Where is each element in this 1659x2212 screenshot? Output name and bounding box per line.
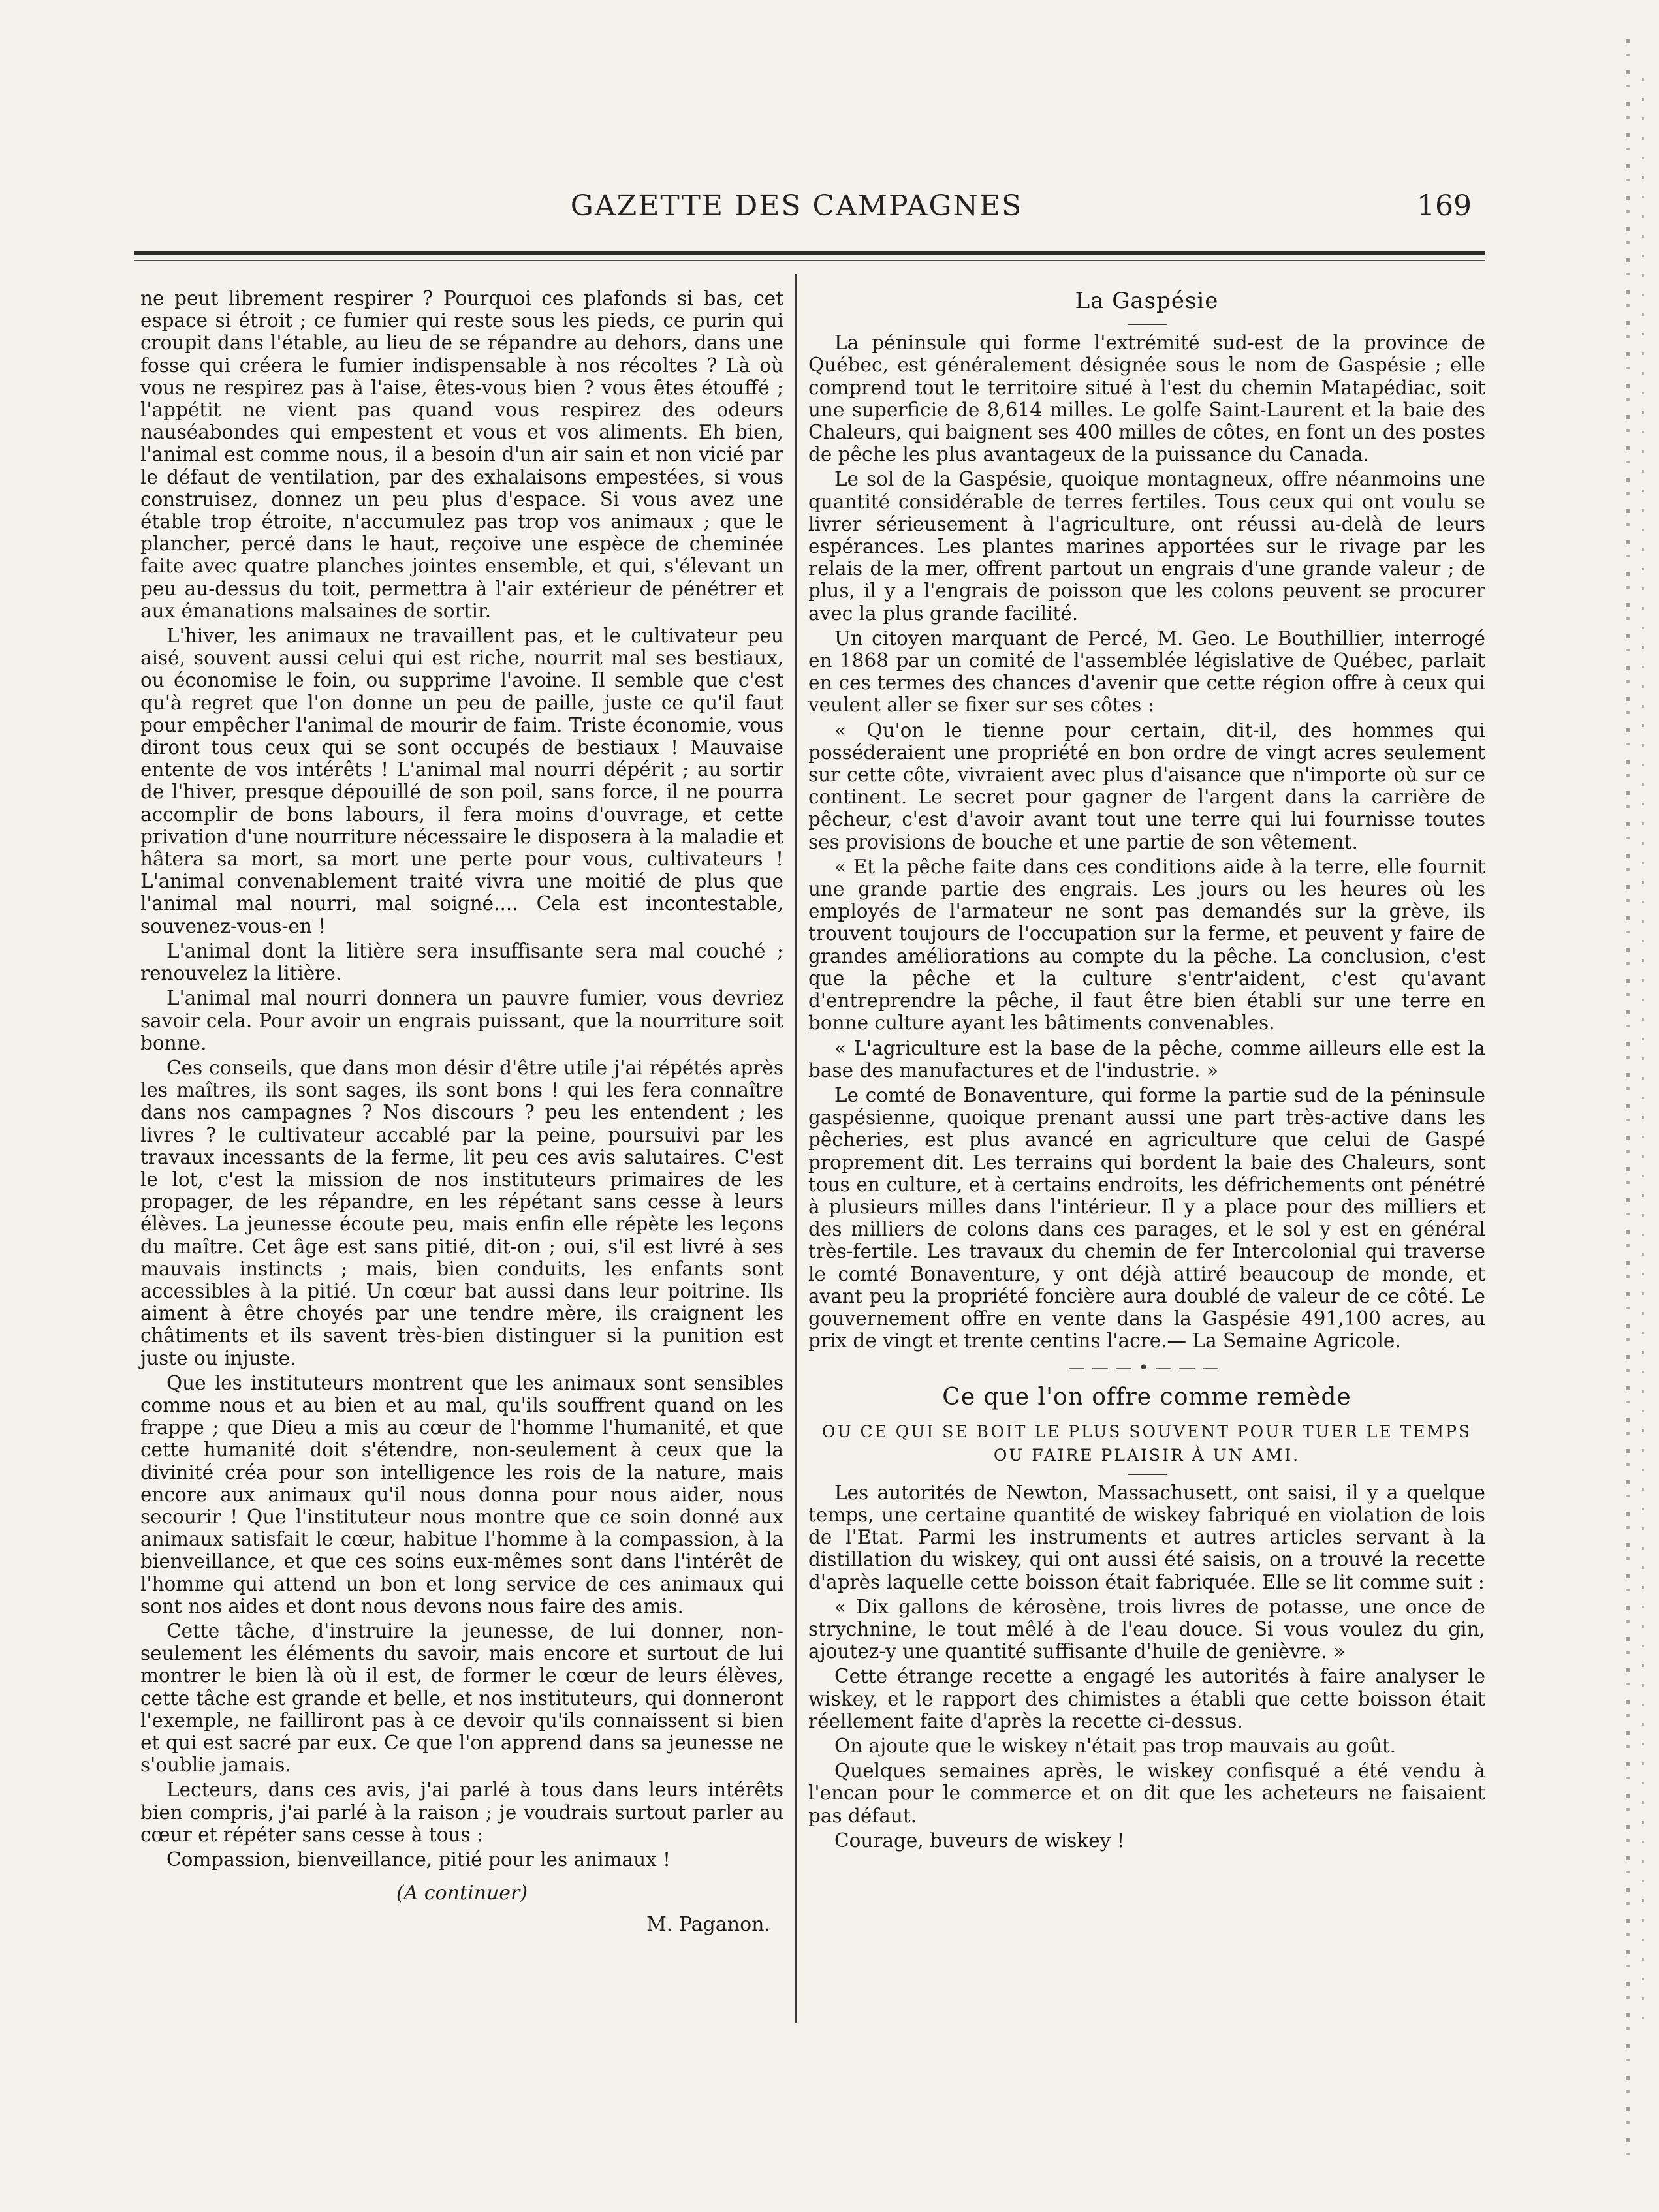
right-paragraph: Le sol de la Gaspésie, quoique montagneux, offre néanmoins une quantité considérable de terres fertiles. Tous ceux qui ont voulu se livrer sérieusement à l'agriculture, ont réussi au-delà de leurs espérances. Les plantes marines apportées sur le rivage par les relais de la mer, offrent partout un engrais d'une grande valeur ; de plus, il y a l'engrais de poisson que les colons peuvent se procurer avec la plus grande facilité. — [808, 468, 1485, 625]
right-column — [808, 287, 1485, 1854]
left-paragraph: Ces conseils, que dans mon désir d'être utile j'ai répétés après les maîtres, ils sont sages, ils sont bons ! qui les fera connaître dans nos campagnes ? Nos discours ? peu les entendent ; les livres ? le cultivateur accablé par la peine, poursuivi par les travaux incessants de la ferme, lit peu ces avis salutaires. C'est le lot, c'est la mission de nos instituteurs primaires de les propager, de les répandre, en les répétant sans cesse à leurs élèves. La jeunesse écoute peu, mais enfin elle répète les leçons du maître. Cet âge est sans pitié, dit-on ; oui, s'il est livré à ses mauvais instincts ; mais, bien conduits, les enfants sont accessibles à la pitié. Un cœur bat aussi dans leur poitrine. Ils aiment à être choyés par une tendre mère, ils craignent les châtiments et ils savent très-bien distinguer si la punition est juste ou injuste. — [140, 1056, 783, 1369]
left-paragraph: Que les instituteurs montrent que les animaux sont sensibles comme nous et au bien et au mal, qu'ils souffrent quand on les frappe ; que Dieu a mis au cœur de l'homme l'humanité, et que cette humanité doit s'étendre, non-seulement à ceux que la divinité créa pour son intelligence les rois de la nature, mais encore aux animaux qu'il nous donna pour nous aider, nous secourir ! Que l'instituteur nous montre que ce soin donné aux animaux satisfait le cœur, habitue l'homme à la compassion, à la bienveillance, et que ces soins eux-mêmes sont dans l'intérêt de l'homme qui attend un bon et long service de ces animaux qui sont nos aides et dont nous devons nous faire des amis. — [140, 1371, 783, 1617]
page-header-title: GAZETTE DES CAMPAGNES — [570, 189, 1023, 223]
right-paragraph: Courage, buveurs de wiskey ! — [834, 1829, 1125, 1852]
right-paragraph: « Dix gallons de kérosène, trois livres de potasse, une once de strychnine, le tout mêlé à de l'eau douce. Si vous voulez du gin, ajoutez-y une quantité suffisante d'huile de genièvre. » — [808, 1595, 1485, 1663]
right-paragraph: On ajoute que le wiskey n'était pas trop mauvais au goût. — [834, 1734, 1397, 1757]
right-paragraph: Cette étrange recette a engagé les autorités à faire analyser le wiskey, et le rapport des chimistes a établi que cette boisson était réellement faite d'après la recette ci-dessus. — [808, 1665, 1485, 1732]
right-paragraph: Les autorités de Newton, Massachusett, ont saisi, il y a quelque temps, une certaine quantité de wiskey fabriqué en violation de lois de l'Etat. Parmi les instruments et autres articles servant à la distillation du wiskey, qui ont aussi été saisis, on a trouvé la recette d'après laquelle cette boisson était fabriquée. Elle se lit comme suit : — [808, 1481, 1485, 1593]
scan-edge-streak — [1642, 78, 1644, 2036]
section-title-gaspesie: La Gaspésie — [1075, 288, 1219, 314]
right-paragraph: « Qu'on le tienne pour certain, dit-il, des hommes qui posséderaient une propriété en bon ordre de vingt acres seulement sur cette côte, vivraient avec plus d'aisance que n'importe où sur ce continent. Le secret pour gagner de l'argent dans la carrière de pêcheur, c'est d'avoir avant tout une terre qui lui fournisse toutes ses provisions de bouche et une partie de son vêtement. — [808, 719, 1485, 853]
right-paragraph: « Et la pêche faite dans ces conditions aide à la terre, elle fournit une grande partie des engrais. Les jours ou les heures où les employés de l'armateur ne sont pas demandés sur la grève, ils trouvent toujours de l'occupation sur la ferme, et peuvent y faire de grandes améliorations au compte du la pêche. La conclusion, c'est que la pêche et la culture s'entr'aident, c'est qu'avant d'entreprendre la pêche, il faut être bien établi sur une terre en bonne culture ayant les bâtiments convenables. — [808, 855, 1485, 1035]
scan-edge-streak — [1626, 39, 1630, 2167]
title-rule — [1128, 324, 1167, 325]
author-signature: M. Paganon. — [646, 1913, 770, 1937]
right-paragraph: Un citoyen marquant de Percé, M. Geo. Le Bouthillier, interrogé en 1868 par un comité de l'assemblée législative de Québec, parlait en ces termes des chances d'avenir que cette région offre à ceux qui veulent aller se fixer sur ses côtes : — [808, 627, 1485, 717]
section-separator-ornament: ———•——— — [1067, 1358, 1226, 1379]
left-paragraph: L'animal mal nourri donnera un pauvre fumier, vous devriez savoir cela. Pour avoir un engrais puissant, que la nourriture soit bonne. — [140, 987, 783, 1054]
left-paragraph: ne peut librement respirer ? Pourquoi ces plafonds si bas, cet espace si étroit ; ce fumier qui reste sous les pieds, ce purin qui croupit dans l'étable, au lieu de se répandre au dehors, dans une fosse qui créera le fumier indispensable à nos récoltes ? Là où vous ne respirez pas à l'aise, êtes-vous bien ? vous êtes étouffé ; l'appétit ne vient pas quand vous respirez des odeurs nauséabondes qui empestent et vous et vos aliments. Eh bien, l'animal est comme nous, il a besoin d'un air sain et non vicié par le défaut de ventilation, par des exhalaisons empestées, si vous construisez, donnez un peu plus d'espace. Si vous avez une étable trop étroite, n'accumulez pas trop vos animaux ; que le plancher, percé dans le haut, reçoive une espèce de cheminée faite avec quatre planches jointes ensemble, et qui, s'élevant un peu au-dessus du toit, permettra à l'air extérieur de pénétrer et aux émanations malsaines de sortir. — [140, 287, 783, 622]
continuation-note: (A continuer) — [396, 1882, 528, 1905]
right-paragraph: Le comté de Bonaventure, qui forme la partie sud de la péninsule gaspésienne, quoique prenant aussi une part très-active dans les pêcheries, est plus avancé en agriculture que celui de Gaspé proprement dit. Les terrains qui bordent la baie des Chaleurs, sont tous en culture, et à certains endroits, les défrichements ont pénétré à plusieurs milles dans l'intérieur. Il y a place pour des milliers et des milliers de colons dans ces parages, et le sol y est en général très-fertile. Les travaux du chemin de fer Intercolonial qui traverse le comté Bonaventure, y ont déjà attiré beaucoup de monde, et avant peu la propriété foncière aura doublé de valeur de ce côté. Le gouvernement offre en vente dans la Gaspésie 491,100 acres, au prix de vingt et trente centins l'acre.— La Semaine Agricole. — [808, 1083, 1485, 1352]
page-number: 169 — [1417, 189, 1472, 223]
left-paragraph: L'hiver, les animaux ne travaillent pas, et le cultivateur peu aisé, souvent aussi celui qui est riche, nourrit mal ses bestiaux, ou économise le foin, ou supprime l'avoine. Il semble que c'est qu'à regret que l'on donne un peu de paille, juste ce qu'il faut pour empêcher l'animal de mourir de faim. Triste économie, vous diront tous ceux qui se sont occupés de bestiaux ! Mauvaise entente de vos intérêts ! L'animal mal nourri dépérit ; au sortir de l'hiver, presque dépouillé de son poil, sans force, il ne pourra accomplir de bons labours, il fera moins d'ouvrage, et cette privation d'une nourriture nécessaire le disposera à la maladie et hâtera sa mort, sa mort une perte pour vous, cultivateurs ! L'animal convenablement traité vivra une moitié de plus que l'animal mal nourri, mal soigné.... Cela est incontestable, souvenez-vous-en ! — [140, 625, 783, 937]
column-divider — [795, 274, 797, 2023]
right-paragraph: Quelques semaines après, le wiskey confisqué a été vendu à l'encan pour le commerce et on dit que les acheteurs ne faisaient pas défaut. — [808, 1760, 1485, 1827]
section-title-remede: Ce que l'on offre comme remède — [942, 1383, 1351, 1410]
left-paragraph: L'animal dont la litière sera insuffisante sera mal couché ; renouvelez la litière. — [140, 939, 783, 985]
right-paragraph: « L'agriculture est la base de la pêche, comme ailleurs elle est la base des manufactures et de l'industrie. » — [808, 1036, 1485, 1082]
left-column — [140, 287, 783, 1937]
left-paragraph: Cette tâche, d'instruire la jeunesse, de lui donner, non-seulement les éléments du savoir, mais encore et surtout de lui montrer le bien là où il est, de former le cœur de leurs élèves, cette tâche est grande et belle, et nos instituteurs, qui donneront l'exemple, ne failliront pas à ce devoir qu'ils connaissent si bien et qui est sacré par eux. Ce que l'on apprend dans sa jeunesse ne s'oublie jamais. — [140, 1619, 783, 1777]
right-paragraph: La péninsule qui forme l'extrémité sud-est de la province de Québec, est généralement désignée sous le nom de Gaspésie ; elle comprend tout le territoire situé à l'est du chemin Matapédiac, soit une superficie de 8,614 milles. Le golfe Saint-Laurent et la baie des Chaleurs, qui baignent ses 400 milles de côtes, en font un des postes de pêche les plus avantageux de la puissance du Canada. — [808, 332, 1485, 466]
title-rule — [1128, 1474, 1167, 1475]
left-paragraph: Lecteurs, dans ces avis, j'ai parlé à tous dans leurs intérêts bien compris, j'ai parlé à la raison ; je voudrais surtout parler au cœur et répéter sans cesse à tous : — [140, 1779, 783, 1846]
header-rule-thin — [134, 260, 1485, 261]
section-subtitle-remede: OU CE QUI SE BOIT LE PLUS SOUVENT POUR TUER LE TEMPS OU FAIRE PLAISIR À UN AMI. — [821, 1422, 1472, 1465]
header-rule-thick — [134, 251, 1485, 255]
left-paragraph: Compassion, bienveillance, pitié pour les animaux ! — [166, 1848, 671, 1871]
